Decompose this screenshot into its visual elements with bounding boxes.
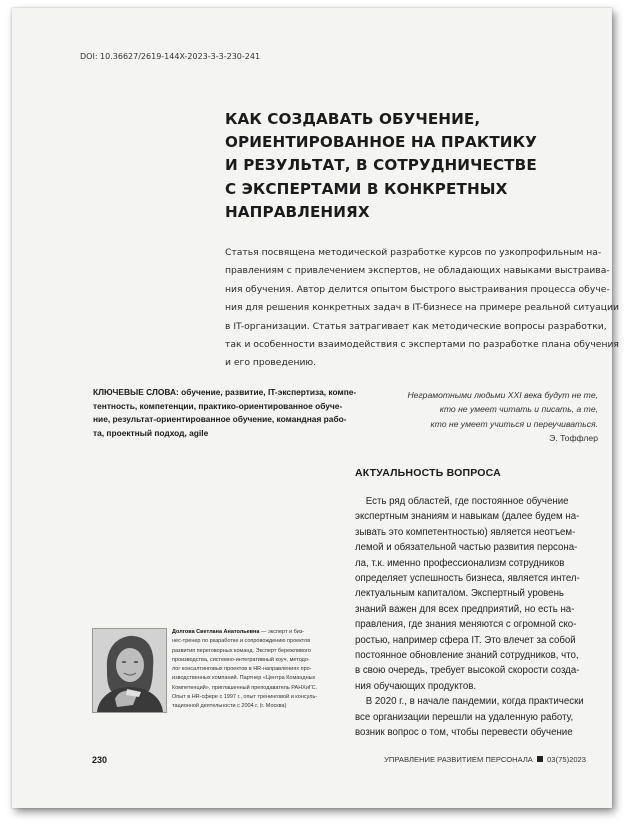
author-name: Долгова Светлана Анатольевна — [172, 629, 260, 635]
epigraph-line: кто не умеет учиться и переучиваться. — [430, 418, 598, 429]
page-number: 230 — [92, 755, 108, 765]
title-line: И РЕЗУЛЬТАТ, В СОТРУДНИЧЕСТВЕ — [225, 156, 537, 175]
epigraph-author: Э. Тоффлер — [549, 432, 598, 443]
body-line: в свою очередь, требует высокой скорости созда- — [355, 665, 580, 677]
title-line: ОРИЕНТИРОВАННОЕ НА ПРАКТИКУ — [225, 133, 537, 152]
bio-line: нес-тренер по разработке и сопровождению проектов — [172, 638, 311, 645]
body-line: экспертным знаниям и навыкам (далее будем на- — [355, 511, 580, 523]
body-line: ростью, например сфера IT. Это влечет за собой — [355, 634, 576, 646]
bio-line: тационной деятельности с 2004 г. (г. Москва) — [172, 703, 287, 710]
body-line: зывать это компетентностью) является неотъем- — [355, 526, 576, 538]
bio-first-line — [172, 628, 342, 637]
journal-issue: 03(75)2023 — [547, 755, 586, 764]
author-bio — [172, 628, 342, 712]
body-line: правления, где знания меняются с огромной ско- — [355, 619, 577, 631]
bio-line: развития переговорных команд. Эксперт бережливого — [172, 647, 311, 654]
keywords-line: КЛЮЧЕВЫЕ СЛОВА: обучение, развитие, IT-экспертиза, компе- — [93, 387, 357, 397]
bio-line: Компетенций», приглашенный преподаватель РАНХиГС. — [172, 684, 318, 691]
keywords-block — [93, 386, 357, 440]
abstract-line: и его проведению. — [225, 357, 317, 369]
bio-line: изводственных компаний. Партнер «Центра Командных — [172, 675, 316, 682]
bio-line: Опыт в HR-сфере с 1997 г., опыт тренинговой и консуль- — [172, 694, 318, 701]
square-separator-icon — [537, 756, 543, 762]
article-title — [225, 108, 545, 224]
abstract-line: так и особенности взаимодействия с экспертами по разработке плана обучения — [225, 339, 619, 351]
abstract-line: Статья посвящена методической разработке курсов по узкопрофильным на- — [225, 247, 602, 258]
body-line: ла, т.к. именно профессионализм сотрудников — [355, 557, 565, 569]
journal-page — [12, 8, 619, 808]
body-line: определяет успешность бизнеса, является интел- — [355, 573, 580, 585]
abstract-line: ния обучения. Автор делится опытом быстрого выстраивания процесса обуче- — [225, 283, 610, 295]
bio-line: лог консалтинговых проектов в HR-направлениях про- — [172, 666, 312, 673]
epigraph — [352, 388, 598, 445]
section-heading: АКТУАЛЬНОСТЬ ВОПРОСА — [355, 467, 501, 479]
title-line: С ЭКСПЕРТАМИ В КОНКРЕТНЫХ — [225, 179, 508, 198]
keywords-line: тентность, компетенции, практико-ориентированное обуче- — [93, 400, 343, 411]
author-photo-icon — [93, 629, 166, 712]
body-line: Есть ряд областей, где постоянное обучение — [355, 496, 569, 507]
body-line: постоянное обновление знаний сотрудников, что, — [355, 650, 579, 662]
abstract-line: ния для решения конкретных задач в IT-бизнесе на примере реальной ситуации — [225, 302, 619, 314]
article-abstract — [225, 244, 619, 373]
title-line: НАПРАВЛЕНИЯХ — [225, 202, 370, 221]
body-line: возник вопрос о том, чтобы перевести обучение — [355, 727, 573, 739]
bio-first-line-rest: — эксперт и биз- — [259, 629, 305, 635]
keywords-line: та, проектный подход, agile — [93, 427, 209, 438]
body-line: знаний важен для всех предприятий, но есть на- — [355, 603, 575, 615]
abstract-line: в IT-организации. Статья затрагивает как методические вопросы разработки, — [225, 320, 607, 332]
body-line: В 2020 г., в начале пандемии, когда практически — [355, 696, 584, 708]
body-line: ния обучающих продуктов. — [355, 680, 477, 692]
title-line: КАК СОЗДАВАТЬ ОБУЧЕНИЕ, — [225, 110, 481, 128]
body-line: лемой и обязательной частью развития персона- — [355, 542, 578, 554]
epigraph-line: кто не умеет читать и писать, а те, — [439, 404, 598, 415]
body-line: все организации перешли на удаленную работу, — [355, 711, 574, 723]
journal-footer — [384, 755, 586, 764]
author-photo — [92, 628, 167, 713]
doi-label: DOI: 10.36627/2619-144X-2023-3-3-230-241 — [80, 52, 261, 61]
body-line: лектуальным капиталом. Экспертный уровень — [355, 588, 564, 600]
journal-name: УПРАВЛЕНИЕ РАЗВИТИЕМ ПЕРСОНАЛА — [384, 755, 533, 764]
bio-line: производства, системно-интегративный коуч, методо- — [172, 656, 310, 663]
keywords-line: ние, результат-ориентированное обучение, командная рабо- — [93, 414, 347, 424]
epigraph-line: Неграмотными людьми XXI века будут не те, — [407, 390, 598, 400]
abstract-line: правлениям с привлечением экспертов, не обладающих навыками выстраива- — [225, 265, 610, 277]
article-body — [355, 494, 605, 741]
